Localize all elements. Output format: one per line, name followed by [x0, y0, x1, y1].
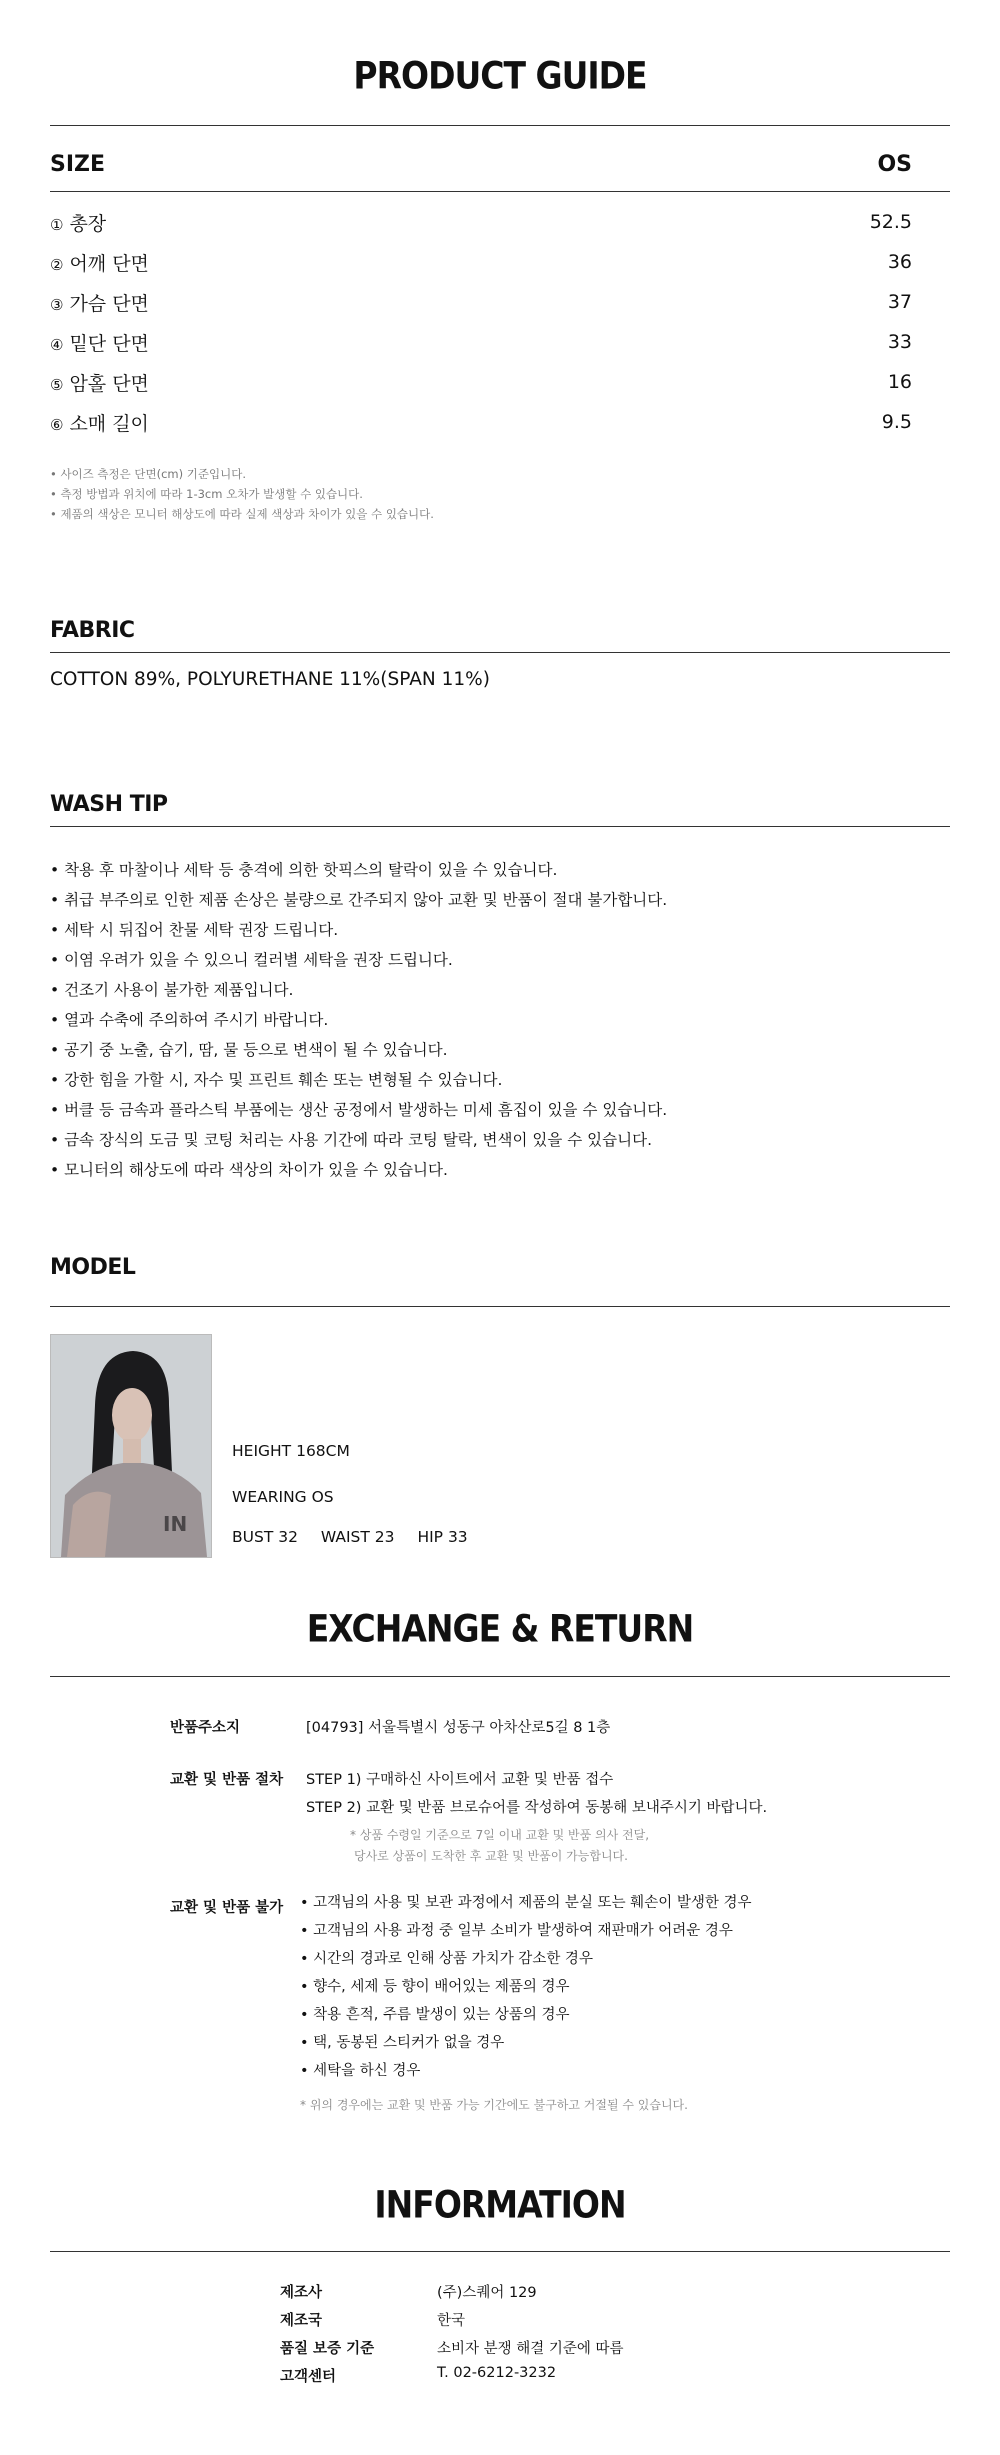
process-step-2: STEP 2) 교환 및 반품 브로슈어를 작성하여 동봉해 보내주시기 바랍니다.	[306, 1800, 768, 1816]
row-value: 9.5	[881, 411, 912, 433]
list-item: • 세탁 시 뒤집어 찬물 세탁 권장 드립니다.	[50, 915, 667, 945]
size-header: SIZE	[50, 151, 106, 177]
size-row	[50, 202, 950, 242]
process-label: 교환 및 반품 절차	[170, 1772, 284, 1788]
info-key: 고객센터	[280, 2369, 337, 2385]
row-number: ①	[50, 215, 64, 234]
divider	[50, 191, 950, 192]
return-address: [04793] 서울특별시 성동구 아차산로5길 8 1층	[306, 1720, 611, 1736]
size-row	[50, 362, 950, 402]
size-row	[50, 322, 950, 362]
row-number: ④	[50, 335, 64, 354]
row-number: ③	[50, 295, 64, 314]
list-item: • 택, 동봉된 스티커가 없을 경우	[300, 2029, 751, 2057]
list-item: • 착용 흔적, 주름 발생이 있는 상품의 경우	[300, 2001, 751, 2029]
list-item: • 취급 부주의로 인한 제품 손상은 불량으로 간주되지 않아 교환 및 반품이 절대 불가합니다.	[50, 885, 667, 915]
row-value: 16	[887, 371, 912, 393]
divider	[50, 1676, 950, 1677]
row-value: 52.5	[869, 211, 912, 233]
process-step-1: STEP 1) 구매하신 사이트에서 교환 및 반품 접수	[306, 1772, 614, 1788]
divider	[50, 125, 950, 126]
wash-tip-title: WASH TIP	[50, 792, 168, 817]
list-item: • 금속 장식의 도금 및 코팅 처리는 사용 기간에 따라 코팅 탈락, 변색이 있을 수 있습니다.	[50, 1125, 667, 1155]
row-number: ②	[50, 255, 64, 274]
list-item: • 강한 힘을 가할 시, 자수 및 프린트 훼손 또는 변형될 수 있습니다.	[50, 1065, 667, 1095]
row-label: 가슴 단면	[69, 292, 149, 315]
info-value: 한국	[437, 2313, 466, 2329]
list-item: • 열과 수축에 주의하여 주시기 바랍니다.	[50, 1005, 667, 1035]
list-item: • 버클 등 금속과 플라스틱 부품에는 생산 공정에서 발생하는 미세 흠집이 있을 수 있습니다.	[50, 1095, 667, 1125]
list-item: • 착용 후 마찰이나 세탁 등 충격에 의한 핫픽스의 탈락이 있을 수 있습니다.	[50, 855, 667, 885]
list-item: • 향수, 세제 등 향이 배어있는 제품의 경우	[300, 1973, 751, 2001]
process-note-line: * 상품 수령일 기준으로 7일 이내 교환 및 반품 의사 전달,	[350, 1828, 650, 1842]
wash-tip-list	[50, 855, 667, 1185]
list-item: • 고객님의 사용 과정 중 일부 소비가 발생하여 재판매가 어려운 경우	[300, 1917, 751, 1945]
product-guide-title: PRODUCT GUIDE	[353, 53, 647, 98]
model-waist: WAIST 23	[320, 1528, 395, 1546]
row-number: ⑥	[50, 415, 64, 434]
row-label: 총장	[69, 212, 107, 235]
divider	[50, 1306, 950, 1307]
list-item: • 공기 중 노출, 습기, 땀, 물 등으로 변색이 될 수 있습니다.	[50, 1035, 667, 1065]
info-key: 제조국	[280, 2313, 323, 2329]
note: • 사이즈 측정은 단면(cm) 기준입니다.	[50, 467, 246, 481]
size-table-header	[50, 146, 950, 182]
not-allowed-label: 교환 및 반품 불가	[170, 1900, 284, 1916]
fabric-title: FABRIC	[50, 618, 135, 643]
note: • 제품의 색상은 모니터 해상도에 따라 실제 색상과 차이가 있을 수 있습니다.	[50, 507, 434, 521]
list-item: • 고객님의 사용 및 보관 과정에서 제품의 분실 또는 훼손이 발생한 경우	[300, 1889, 751, 1917]
row-value: 37	[887, 291, 912, 313]
list-item: • 건조기 사용이 불가한 제품입니다.	[50, 975, 667, 1005]
model-measurements	[232, 1528, 468, 1546]
model-height: HEIGHT 168CM	[232, 1442, 350, 1460]
divider	[50, 2251, 950, 2252]
info-value: (주)스퀘어 129	[437, 2285, 537, 2301]
size-row	[50, 402, 950, 442]
divider	[50, 826, 950, 827]
row-label: 밑단 단면	[69, 332, 149, 355]
model-bust: BUST 32	[232, 1528, 298, 1546]
note: • 측정 방법과 위치에 따라 1-3cm 오차가 발생할 수 있습니다.	[50, 487, 363, 501]
list-item: • 이염 우려가 있을 수 있으니 컬러별 세탁을 권장 드립니다.	[50, 945, 667, 975]
return-address-label: 반품주소지	[170, 1720, 241, 1736]
row-value: 36	[887, 251, 912, 273]
divider	[50, 652, 950, 653]
svg-text:IN: IN	[163, 1512, 188, 1536]
info-key: 품질 보증 기준	[280, 2341, 375, 2357]
row-label: 암홀 단면	[69, 372, 149, 395]
size-row	[50, 282, 950, 322]
model-title: MODEL	[50, 1255, 136, 1280]
model-portrait-image	[51, 1335, 211, 1557]
not-allowed-list	[300, 1889, 751, 2085]
size-notes	[50, 464, 434, 524]
row-label: 어깨 단면	[69, 252, 149, 275]
os-header: OS	[877, 151, 912, 177]
info-key: 제조사	[280, 2285, 323, 2301]
process-note	[350, 1825, 649, 1867]
row-value: 33	[887, 331, 912, 353]
row-number: ⑤	[50, 375, 64, 394]
exchange-footnote: * 위의 경우에는 교환 및 반품 가능 기간에도 불구하고 거절될 수 있습니다.	[300, 2098, 688, 2112]
info-value: T. 02-6212-3232	[437, 2365, 557, 2381]
model-hip: HIP 33	[417, 1528, 468, 1546]
model-wearing: WEARING OS	[232, 1488, 334, 1506]
row-label: 소매 길이	[69, 412, 149, 435]
model-photo	[50, 1334, 212, 1558]
list-item: • 모니터의 해상도에 따라 색상의 차이가 있을 수 있습니다.	[50, 1155, 667, 1185]
exchange-title: EXCHANGE & RETURN	[306, 1606, 694, 1651]
list-item: • 세탁을 하신 경우	[300, 2057, 751, 2085]
information-title: INFORMATION	[374, 2182, 626, 2227]
list-item: • 시간의 경과로 인해 상품 가치가 감소한 경우	[300, 1945, 751, 1973]
info-value: 소비자 분쟁 해결 기준에 따름	[437, 2341, 624, 2357]
size-row	[50, 242, 950, 282]
process-note-line: 당사로 상품이 도착한 후 교환 및 반품이 가능합니다.	[354, 1849, 628, 1863]
fabric-composition: COTTON 89%, POLYURETHANE 11%(SPAN 11%)	[50, 669, 490, 690]
